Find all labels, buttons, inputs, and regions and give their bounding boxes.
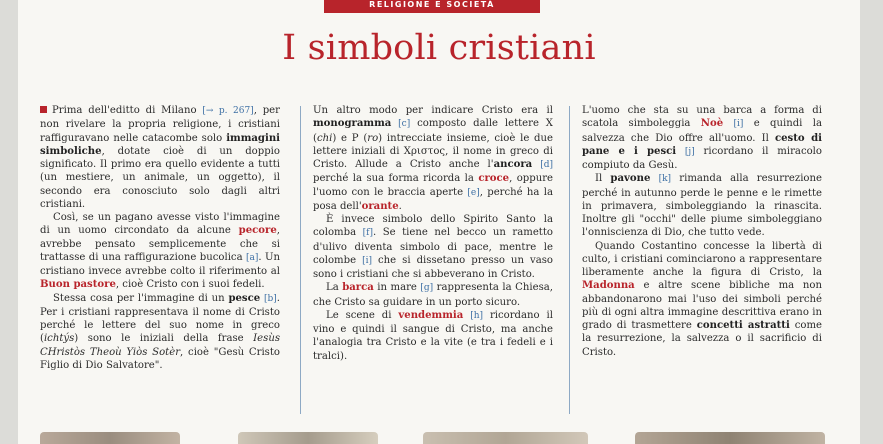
text-column-3 (582, 104, 822, 359)
keyword: immagini simboliche (40, 132, 280, 157)
paragraph: È invece simbolo dello Spirito Santo la colomba [f]. Se tiene nel becco un rametto d'ulivo diventa simbolo di pace, mentre le colombe [i] che si dissetano presso un vaso sono i cristiani che si abbeverano in Cristo. (313, 214, 554, 280)
paragraph: La barca in mare [g] rappresenta la Chiesa, che Cristo sa guidare in un porto sicuro. (313, 282, 553, 308)
keyword: croce (478, 173, 510, 185)
figure-reference[interactable]: [j] (684, 146, 695, 157)
figure-reference[interactable]: [b] (263, 293, 277, 304)
paragraph: Quando Costantino concesse la libertà di culto, i cristiani cominciarono a rappresentare liberamente anche la figura di Cristo, la Madonna e altre scene bibliche ma non abbandonarono mai l'uso dei simboli perché più di ogni altra immagine descrittiva erano in grado di trasmettere concetti astratti come la resurrezione, la salvezza o il sacrificio di Cristo. (582, 240, 822, 358)
keyword: vendemmia (398, 309, 464, 321)
figure-thumbnail (238, 432, 378, 444)
section-banner: RELIGIONE E SOCIETÀ (324, 0, 540, 13)
textbook-page (18, 0, 860, 444)
keyword: pavone (610, 173, 651, 185)
figure-reference[interactable]: [g] (420, 283, 434, 294)
figure-reference[interactable]: [h] (470, 310, 484, 321)
keyword: cesto di pane e i pesci (582, 132, 822, 157)
keyword: orante (361, 200, 399, 212)
figure-reference[interactable]: [c] (398, 119, 411, 130)
keyword: barca (342, 282, 374, 294)
page-reference[interactable]: [→ p. 267] (202, 106, 254, 116)
text-column-2 (313, 104, 553, 363)
column-divider (569, 106, 570, 414)
figure-reference[interactable]: [i] (362, 255, 372, 266)
figure-reference[interactable]: [i] (733, 119, 744, 130)
column-divider (300, 106, 301, 414)
page-title: I simboli cristiani (282, 28, 596, 68)
figure-reference[interactable]: [d] (540, 160, 553, 170)
paragraph: Un altro modo per indicare Cristo era il monogramma [c] composto dalle lettere X (chi) e P (ro) intrecciate insieme, cioè le due lettere iniziali di Χριστος, il nome in greco di Cristo. Allude a Cristo anche l'ancora [d] perché la sua forma ricorda la croce, oppure l'uomo con le braccia aperte [e], perché ha la posa dell'orante. (313, 105, 553, 212)
figure-reference[interactable]: [a] (245, 252, 259, 263)
figure-reference[interactable]: [k] (658, 174, 672, 185)
keyword: monogramma (313, 118, 392, 130)
keyword: Noè (700, 118, 724, 130)
text-column-1 (40, 104, 280, 372)
paragraph: L'uomo che sta su una barca a forma di scatola simboleggia Noè [i] e quindi la salvezza che Dio offre all'uomo. Il cesto di pane e i pesci [j] ricordano il miracolo compiuto da Gesù. (582, 105, 822, 171)
keyword: ancora (493, 159, 533, 170)
keyword: pesce (228, 292, 261, 304)
figure-thumbnail (423, 432, 588, 444)
keyword: Madonna (582, 280, 635, 292)
paragraph: Le scene di vendemmia [h] ricordano il vino e quindi il sangue di Cristo, ma anche l'analogia tra Cristo e la vite (e tra i fedeli e i tralci). (313, 309, 553, 362)
figure-thumbnail (40, 432, 180, 444)
paragraph: Prima dell'editto di Milano [→ p. 267], per non rivelare la propria religione, i cristiani raffiguravano nelle catacombe solo immagini simboliche, dotate cioè di un doppio significato. Il primo era quello evidente a tutti (un mestiere, un animale, un oggetto), il secondo era conosciuto solo dagli altri cristiani. (40, 105, 280, 210)
keyword: concetti astratti (696, 320, 790, 331)
figure-reference[interactable]: [f] (362, 228, 373, 239)
figure-reference[interactable]: [e] (467, 187, 480, 198)
figure-thumbnail (635, 432, 825, 444)
paragraph: Il pavone [k] rimanda alla resurrezione perché in autunno perde le penne e le rimette in primavera, simboleggiando la rinascita. Inoltre gli "occhi" delle piume simboleggiano l'onniscienza di Dio, che tutto vede. (582, 173, 822, 239)
keyword: pecore (238, 225, 277, 237)
paragraph: Stessa cosa per l'immagine di un pesce [b]. Per i cristiani rappresentava il nome di Cristo perché le lettere del suo nome in greco (ichtýs) sono le iniziali della frase Iesùs CHristòs Theoù Yiòs Sotèr, cioè "Gesù Cristo Figlio di Dio Salvatore". (40, 292, 280, 371)
section-marker-icon (40, 106, 47, 113)
keyword: Buon pastore (40, 279, 116, 291)
paragraph: Così, se un pagano avesse visto l'immagine di un uomo circondato da alcune pecore, avrebbe pensato semplicemente che si trattasse di una raffigurazione bucolica [a]. Un cristiano invece avrebbe colto il riferimento al Buon pastore, cioè Cristo con i suoi fedeli. (40, 212, 280, 291)
